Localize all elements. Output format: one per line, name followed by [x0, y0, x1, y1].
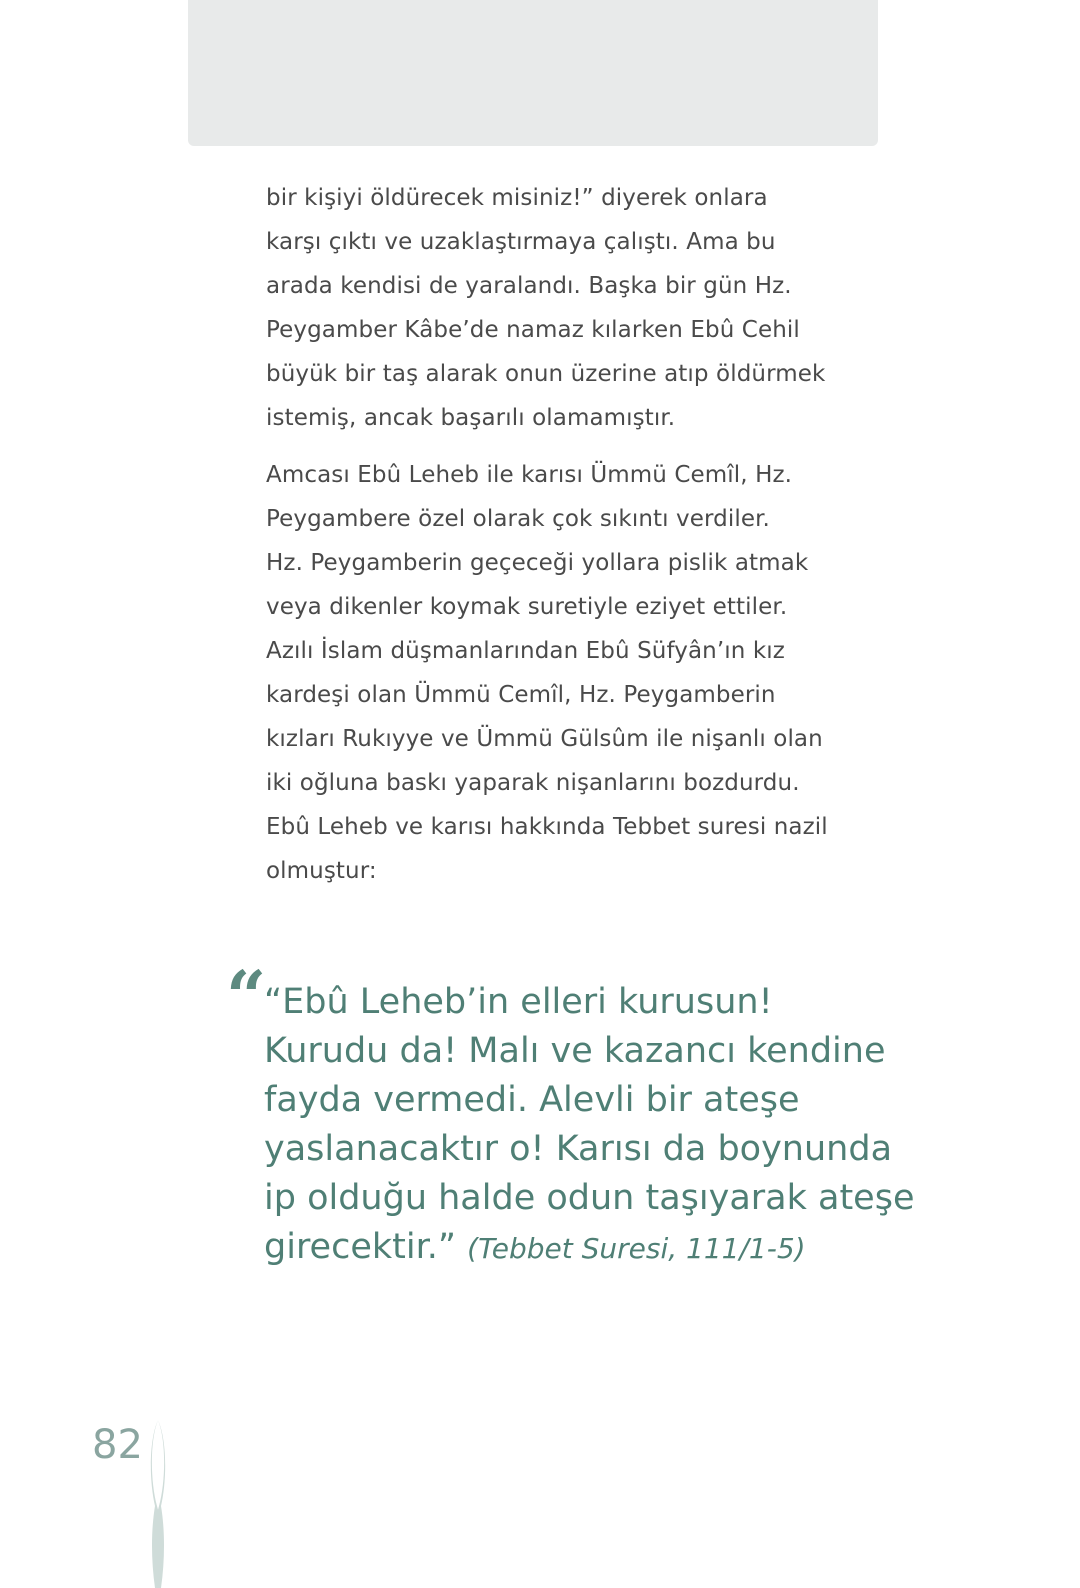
text-line: Ebû Leheb ve karısı hakkında Tebbet suresi nazil [266, 814, 828, 840]
text-line: büyük bir taş alarak onun üzerine atıp öldürmek [266, 361, 826, 387]
text-line: Amcası Ebû Leheb ile karısı Ümmü Cemîl, Hz. [266, 462, 793, 488]
text-line: Azılı İslam düşmanlarından Ebû Süfyân’ın kız [266, 638, 785, 664]
text-line: kardeşi olan Ümmü Cemîl, Hz. Peygamberin [266, 682, 776, 708]
quote-text [264, 978, 914, 1273]
quote-citation: (Tebbet Suresi, 111/1-5) [467, 1232, 806, 1265]
quote-line: ip olduğu halde odun taşıyarak ateşe [264, 1178, 915, 1218]
text-line: karşı çıktı ve uzaklaştırmaya çalıştı. Ama bu [266, 229, 776, 255]
paragraph-2 [266, 453, 828, 893]
page-number: 82 [92, 1422, 143, 1468]
text-line: kızları Rukıyye ve Ümmü Gülsûm ile nişanlı olan [266, 726, 823, 752]
text-line: bir kişiyi öldürecek misiniz!” diyerek onlara [266, 185, 768, 211]
text-line: veya dikenler koymak suretiyle eziyet ettiler. [266, 594, 788, 620]
text-line: Hz. Peygamberin geçeceği yollara pislik atmak [266, 550, 809, 576]
quote-line: “Ebû Leheb’in elleri kurusun! [264, 982, 773, 1022]
quote-line: yaslanacaktır o! Karısı da boynunda [264, 1129, 893, 1169]
quote-line: fayda vermedi. Alevli bir ateşe [264, 1080, 800, 1120]
quote-last-line [264, 1223, 914, 1273]
quote-line: girecektir.” [264, 1227, 457, 1267]
body-text [266, 176, 828, 893]
text-line: olmuştur: [266, 858, 377, 884]
page-ornament-icon [148, 1420, 168, 1588]
text-line: iki oğluna baskı yaparak nişanlarını bozdurdu. [266, 770, 800, 796]
text-line: arada kendisi de yaralandı. Başka bir gün Hz. [266, 273, 792, 299]
text-line: istemiş, ancak başarılı olamamıştır. [266, 405, 676, 431]
text-line: Peygambere özel olarak çok sıkıntı verdiler. [266, 506, 770, 532]
text-line: Peygamber Kâbe’de namaz kılarken Ebû Cehil [266, 317, 800, 343]
paragraph-1 [266, 176, 826, 440]
quote-mark-icon: “ [226, 955, 267, 1038]
quote-line: Kurudu da! Malı ve kazancı kendine [264, 1031, 886, 1071]
header-panel [188, 0, 878, 146]
